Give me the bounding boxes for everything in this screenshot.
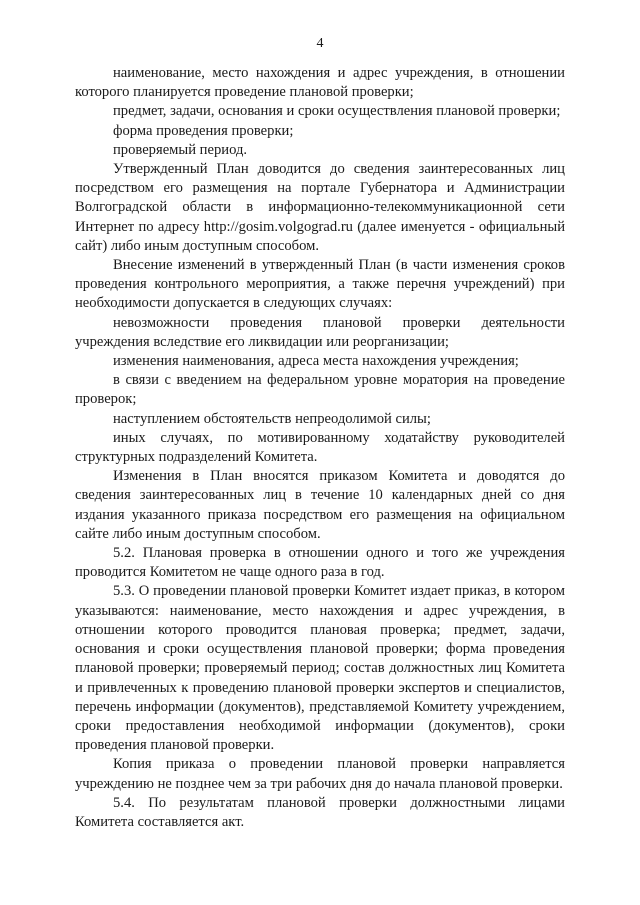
paragraph: 5.2. Плановая проверка в отношении одного и того же учреждения проводится Комитетом не чаще одного раза в год. xyxy=(75,545,565,581)
paragraph: изменения наименования, адреса места нахождения учреждения; xyxy=(113,353,519,370)
paragraph: 5.3. О проведении плановой проверки Комитет издает приказ, в котором указываются: наименование, место нахождения и адрес учреждения, в отношении которого проводится плановая проверка; предмет, задачи, основания и сроки осуществления плановой проверки; форма проведения плановой проверки; проверяемый период; состав должностных лиц Комитета и привлеченных к проведению плановой проверки экспертов и специалистов, перечень информации (документов), представляемой Комитету учреждением, сроки предоставления необходимой информации (документов), сроки проведения плановой проверки. xyxy=(75,583,565,754)
paragraph: Утвержденный План доводится до сведения заинтересованных лиц посредством его размещения на портале Губернатора и Администрации Волгоградской области в информационно-телекоммуникационной сети Интернет по адресу http://gosim.volgograd.ru (далее именуется - официальный сайт) либо иным доступным способом. xyxy=(75,161,565,254)
paragraph: Копия приказа о проведении плановой проверки направляется учреждению не позднее чем за три рабочих дня до начала плановой проверки. xyxy=(75,756,565,792)
paragraph: иных случаях, по мотивированному ходатайству руководителей структурных подразделений Комитета. xyxy=(75,429,565,466)
page-number: 4 xyxy=(316,36,324,51)
paragraph: Внесение изменений в утвержденный План (в части изменения сроков проведения контрольного мероприятия, а также перечня учреждений) при необходимости допускается в следующих случаях: xyxy=(75,257,565,312)
paragraph: Изменения в План вносятся приказом Комитета и доводятся до сведения заинтересованных лиц в течение 10 календарных дней со дня издания указанного приказа посредством его размещения на официальном сайте либо иным доступным способом. xyxy=(75,468,565,542)
paragraph: 5.4. По результатам плановой проверки должностными лицами Комитета составляется акт. xyxy=(75,794,565,830)
paragraph: предмет, задачи, основания и сроки осуществления плановой проверки; xyxy=(113,103,561,120)
paragraph: невозможности проведения плановой проверки деятельности учреждения вследствие его ликвидации или реорганизации; xyxy=(75,314,565,350)
paragraph: наименование, место нахождения и адрес учреждения, в отношении которого планируется проведение плановой проверки; xyxy=(75,65,565,101)
paragraph: проверяемый период. xyxy=(113,141,248,158)
paragraph: в связи с введением на федеральном уровне моратория на проведение проверок; xyxy=(75,372,565,408)
paragraph: наступлением обстоятельств непреодолимой силы; xyxy=(113,410,431,427)
document-body xyxy=(75,64,565,832)
paragraph: форма проведения проверки; xyxy=(113,122,294,139)
